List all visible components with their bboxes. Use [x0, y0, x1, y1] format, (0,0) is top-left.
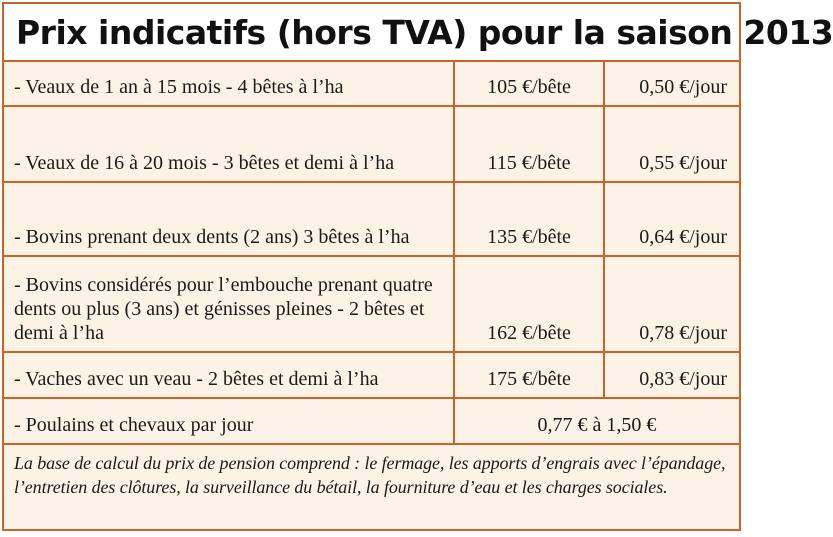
row-price-per-head: 115 €/bête [454, 106, 604, 182]
row-description: - Bovins considérés pour l’embouche prenant quatre dents ou plus (3 ans) et génisses pleines - 2 bêtes et demi à l’ha [4, 256, 454, 352]
row-price-range: 0,77 € à 1,50 € [454, 398, 739, 444]
row-price-per-head: 105 €/bête [454, 62, 604, 106]
row-description: - Veaux de 16 à 20 mois - 3 bêtes et demi à l’ha [4, 106, 454, 182]
row-price-per-head: 135 €/bête [454, 182, 604, 256]
row-price-per-day: 0,55 €/jour [604, 106, 739, 182]
row-description: - Vaches avec un veau - 2 bêtes et demi à l’ha [4, 352, 454, 398]
table-title: Prix indicatifs (hors TVA) pour la saison 2013 [4, 4, 739, 62]
row-description: - Bovins prenant deux dents (2 ans) 3 bêtes à l’ha [4, 182, 454, 256]
price-table-box [2, 2, 833, 531]
table-row-horses [4, 398, 739, 444]
row-description: - Veaux de 1 an à 15 mois - 4 bêtes à l’ha [4, 62, 454, 106]
table-row [4, 106, 739, 182]
prices-table [4, 62, 739, 445]
row-price-per-head: 162 €/bête [454, 256, 604, 352]
row-price-per-day: 0,78 €/jour [604, 256, 739, 352]
row-price-per-day: 0,50 €/jour [604, 62, 739, 106]
row-description: - Poulains et chevaux par jour [4, 398, 454, 444]
row-price-per-day: 0,83 €/jour [604, 352, 739, 398]
table-row [4, 62, 739, 106]
row-price-per-day: 0,64 €/jour [604, 182, 739, 256]
table-row [4, 182, 739, 256]
calculation-note: La base de calcul du prix de pension comprend : le fermage, les apports d’engrais avec l’épandage, l’entretien des clôtures, la surveillance du bétail, la fourniture d’eau et les charges sociales. [14, 453, 726, 497]
row-price-per-head: 175 €/bête [454, 352, 604, 398]
table-row [4, 256, 739, 352]
table-row [4, 352, 739, 398]
